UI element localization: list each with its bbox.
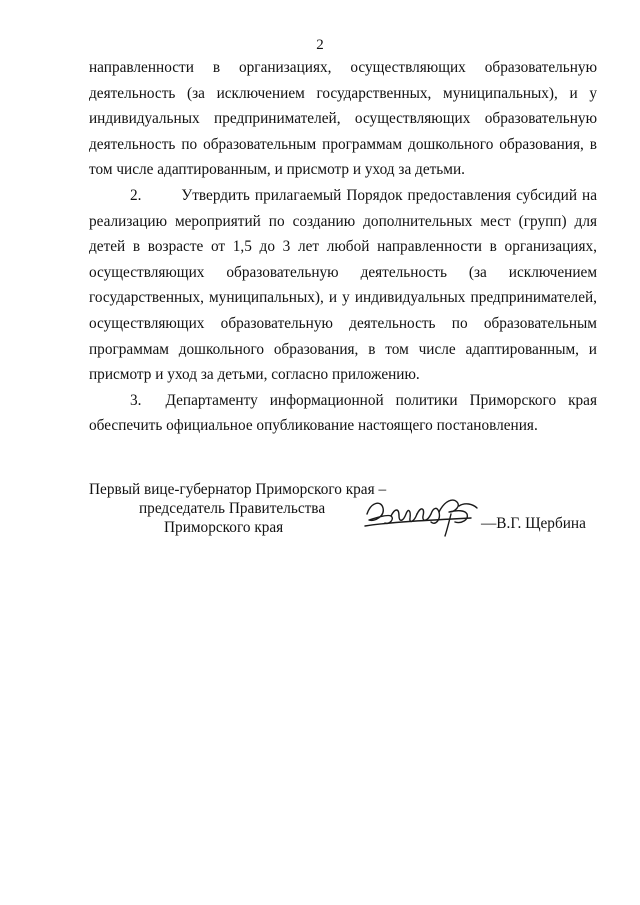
signer-position-line-3: Приморского края — [164, 519, 284, 536]
paragraph-continuation — [89, 55, 597, 183]
paragraph-text: Департаменту информационной политики Приморского края обеспечить официальное опубликование настоящего постановления. — [89, 391, 597, 435]
paragraph-text: направленности в организациях, осуществляющих образовательную деятельность (за исключением государственных, муниципальных), и у индивидуальных предпринимателей, осуществляющих образовательную деятельность по образовательным программам дошкольного образования, в том числе адаптированным, и присмотр и уход за детьми. — [89, 59, 597, 179]
paragraph-number: 3. — [130, 391, 142, 409]
paragraph-item-3 — [89, 388, 597, 439]
paragraph-number: 2. — [130, 186, 142, 204]
signer-name — [481, 514, 586, 533]
paragraph-item-2 — [89, 183, 597, 388]
signer-position-line-1: Первый вице-губернатор Приморского края – — [89, 481, 387, 498]
signature-dash: — — [481, 515, 497, 532]
document-body — [89, 55, 597, 439]
paragraph-text: Утвердить прилагаемый Порядок предоставления субсидий на реализацию мероприятий по созданию дополнительных мест (групп) для детей в возрасте от 1,5 до 3 лет любой направленности в организациях, осуществляющих образовательную деятельность (за исключением государственных, муниципальных), и у индивидуальных предпринимателей, осуществляющих образовательную деятельность по образовательным программам дошкольного образования, в том числе адаптированным, и присмотр и уход за детьми, согласно приложению. — [89, 186, 597, 384]
signer-name-text: В.Г. Щербина — [496, 515, 586, 532]
page-number: 2 — [316, 37, 324, 53]
handwritten-signature — [361, 492, 491, 540]
signer-position-line-2: председатель Правительства — [139, 500, 326, 517]
signature-block — [89, 480, 597, 550]
